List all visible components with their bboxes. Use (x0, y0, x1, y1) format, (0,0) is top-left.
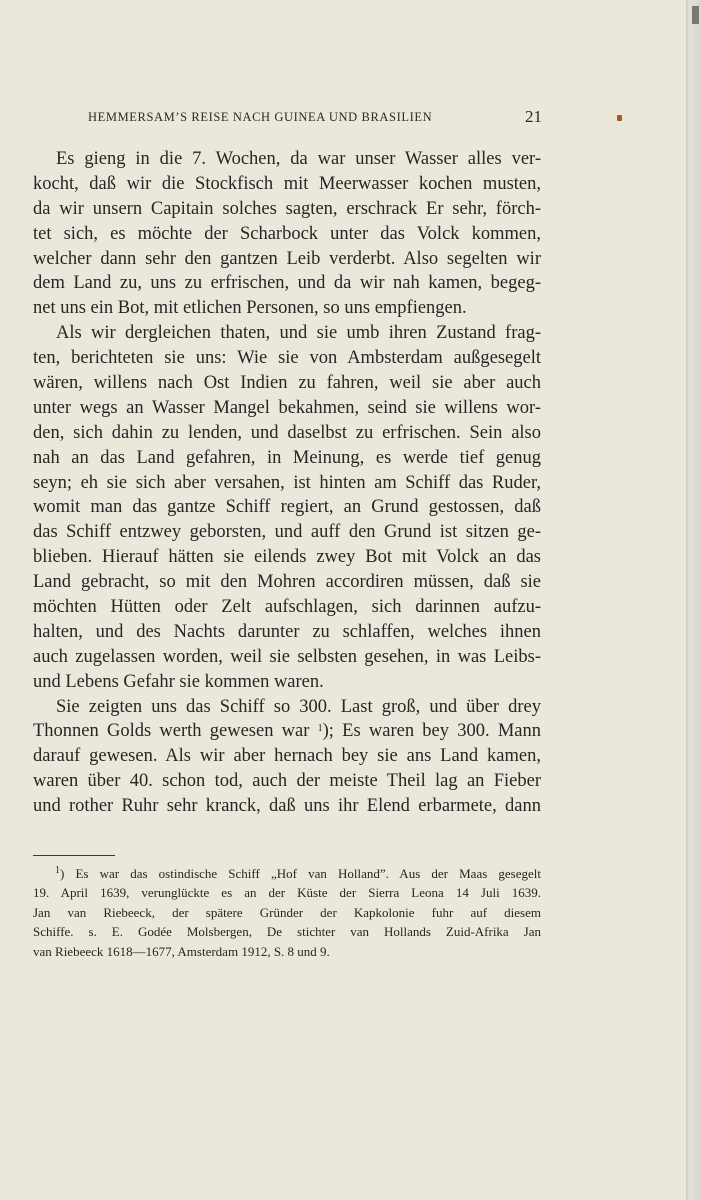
text-segment: ); Es waren bey 300. Mann (322, 721, 541, 742)
text-line: das Schiff entzwey geborsten, und auff den Grund ist sitzen ge- (33, 522, 541, 543)
text-line: und rother Ruhr sehr kranck, daß uns ihr Elend erbarmete, dann (33, 796, 541, 817)
text-segment: ) Es war das ostindische Schiff „Hof van Holland”. Aus der Maas gesegelt (60, 866, 541, 881)
text-line: welcher dann sehr den gantzen Leib verderbt. Also segelten wir (33, 248, 541, 269)
corner-mark (692, 6, 699, 24)
text-line: nah an das Land gefahren, in Meinung, es werde tief genug (33, 447, 541, 468)
page-number: 21 (525, 107, 542, 126)
text-line: Land gebracht, so mit den Mohren accordiren müssen, daß sie (33, 572, 541, 593)
text-line: seyn; eh sie sich aber versahen, ist hinten am Schiff das Ruder, (33, 472, 541, 493)
text-line: halten, und des Nachts darunter zu schlaffen, welches ihnen (33, 621, 541, 642)
text-line: möchten Hütten oder Zelt aufschlagen, sich darinnen aufzu- (33, 597, 541, 618)
text-line: tet sich, es möchte der Scharbock unter das Volck kommen, (33, 223, 541, 244)
body-text (33, 147, 541, 819)
footnote-ref: 1 (317, 723, 323, 735)
footnote-line: Jan van Riebeeck, der spätere Gründer der Kapkolonie fuhr auf diesem (33, 904, 541, 920)
running-head-title: HEMMERSAM’S REISE NACH GUINEA UND BRASILIEN (88, 110, 433, 124)
text-line: ten, berichteten sie uns: Wie sie von Ambsterdam außgesegelt (33, 348, 541, 369)
text-line: Sie zeigten uns das Schiff so 300. Last groß, und über drey (56, 696, 541, 717)
text-line: kocht, daß wir die Stockfisch mit Meerwasser kochen musten, (33, 173, 541, 194)
footnote-line (33, 864, 541, 883)
ink-speck (617, 115, 622, 121)
footnote-line: Schiffe. s. E. Godée Molsbergen, De stichter van Hollands Zuid-Afrika Jan (33, 924, 541, 940)
text-line: unter wegs an Wasser Mangel bekahmen, seind sie willens wor- (33, 397, 541, 418)
text-line: den, sich dahin zu lenden, und daselbst zu erfrischen. Sein also (33, 422, 541, 443)
text-line: Es gieng in die 7. Wochen, da war unser Wasser alles ver- (56, 149, 541, 169)
text-line: womit man das gantze Schiff regiert, an Grund gestossen, daß (33, 497, 541, 518)
text-line: darauf gewesen. Als wir aber hernach bey sie ans Land kamen, (33, 746, 541, 767)
text-line: blieben. Hierauf hätten sie eilends zwey Bot mit Volck an das (33, 547, 541, 568)
text-line (33, 719, 541, 744)
footnote-marker: 1 (55, 865, 60, 876)
text-line: Als wir dergleichen thaten, und sie umb ihren Zustand frag- (56, 323, 541, 344)
page-edge (686, 0, 701, 1200)
text-line: und Lebens Gefahr sie kommen waren. (33, 671, 324, 692)
text-segment: Thonnen Golds werth gewesen war (33, 721, 310, 742)
text-line: auch zugelassen worden, weil sie selbsten gesehen, in was Leibs- (33, 646, 541, 667)
footnote-line: van Riebeeck 1618—1677, Amsterdam 1912, S. 8 und 9. (33, 943, 330, 959)
text-line: wären, willens nach Ost Indien zu fahren, weil sie aber auch (33, 373, 541, 394)
footnote-line: 19. April 1639, verunglückte es an der Küste der Sierra Leona 14 Juli 1639. (33, 885, 541, 901)
text-line: dem Land zu, uns zu erfrischen, und da wir nah kamen, begeg- (33, 273, 541, 294)
footnote (33, 864, 541, 961)
footnote-rule (33, 855, 115, 856)
text-line: da wir unsern Capitain solches sagten, erschrack Er sehr, förch- (33, 198, 541, 219)
text-line: net uns ein Bot, mit etlichen Personen, so uns empfiengen. (33, 298, 467, 319)
text-line: waren über 40. schon tod, auch der meiste Theil lag an Fieber (33, 771, 541, 792)
